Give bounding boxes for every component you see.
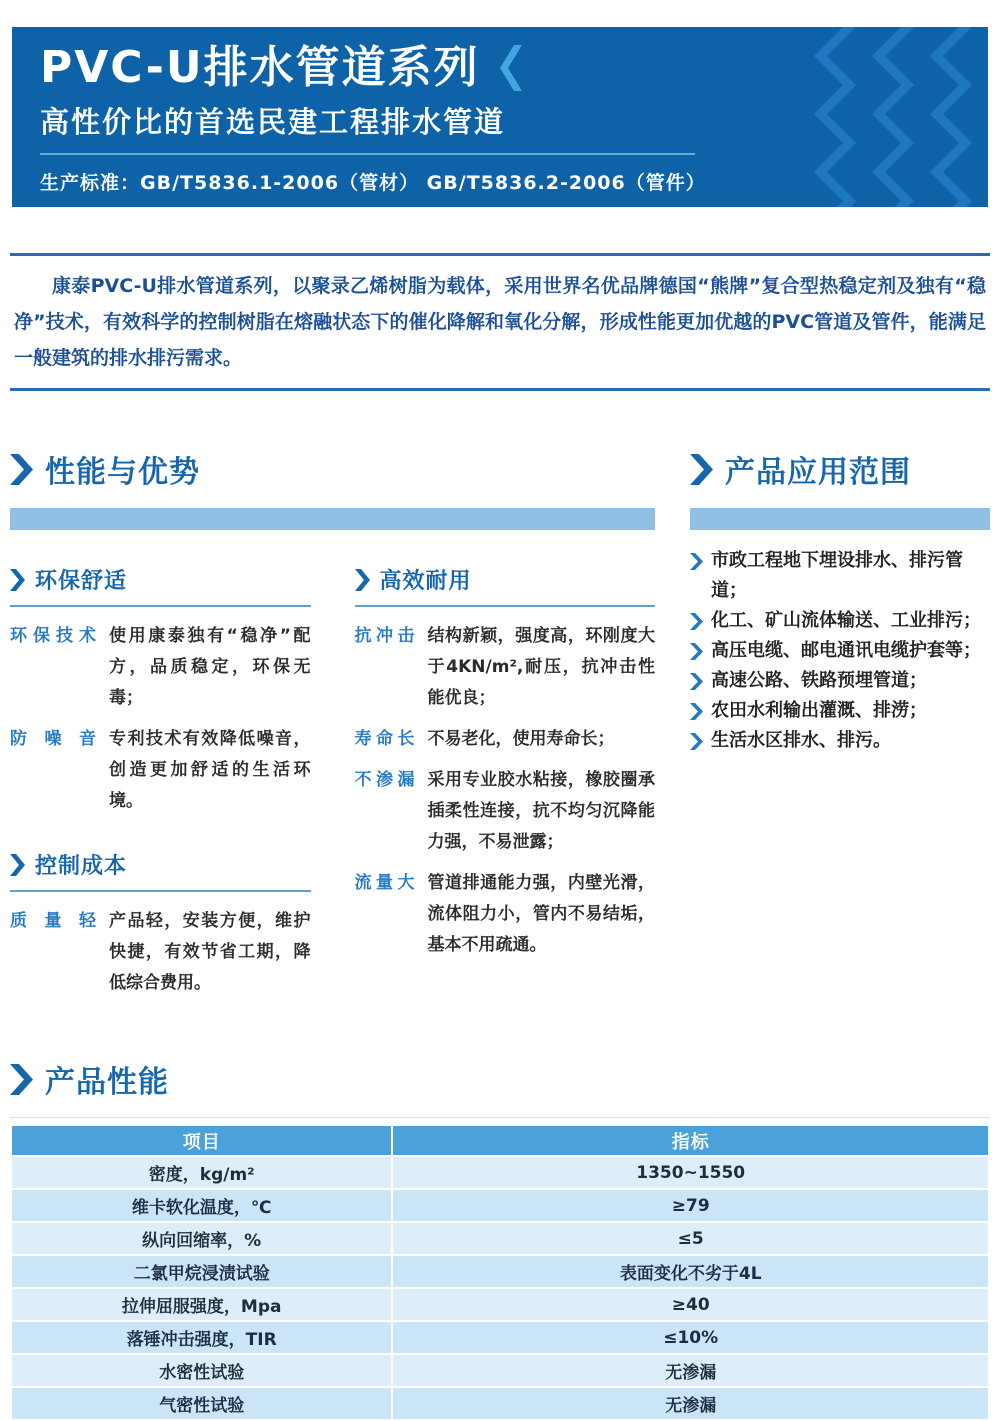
section-heading — [10, 447, 655, 491]
table-cell-value: ≤10% — [392, 1321, 989, 1354]
chevron-icon — [10, 1064, 33, 1095]
subsection-eco-comfort — [10, 558, 311, 817]
feature-item — [10, 621, 311, 714]
subsection-heading — [355, 558, 656, 607]
feature-item — [355, 724, 656, 755]
feature-label: 流量大 — [354, 873, 415, 893]
chevron-bullet-icon — [690, 553, 703, 570]
table-row — [11, 1189, 989, 1222]
list-item-text: 高速公路、铁路预埋管道； — [711, 670, 927, 691]
feature-label: 环保技术 — [10, 626, 96, 646]
banner-content — [12, 27, 988, 195]
table-row — [11, 1156, 989, 1189]
table-cell-item: 密度，kg/m² — [11, 1156, 392, 1189]
feature-text: 结构新颖，强度高，环刚度大于4KN/m²,耐压，抗冲击性能优良； — [427, 626, 655, 708]
table-cell-item: 二氯甲烷浸渍试验 — [11, 1255, 392, 1288]
banner-title-row — [40, 43, 960, 94]
intro-paragraph: 康泰PVC-U排水管道系列，以聚录乙烯树脂为载体，采用世界名优品牌德国“熊牌”复合型热稳定剂及独有“稳净”技术，有效科学的控制树脂在熔融状态下的催化降解和氧化分解，形成性能更加优越的PVC管道及管件，能满足一般建筑的排水排污需求。 — [14, 275, 986, 369]
chevron-bullet-icon — [690, 703, 703, 720]
chevron-icon — [10, 454, 33, 485]
feature-text: 使用康泰独有“稳净”配方，品质稳定，环保无毒； — [109, 626, 311, 708]
table-row — [11, 1255, 989, 1288]
feature-text: 管道排通能力强，内壁光滑，流体阻力小，管内不易结垢，基本不用疏通。 — [427, 873, 655, 955]
section-heading — [10, 1057, 990, 1101]
chevron-bullet-icon — [690, 613, 703, 630]
subsection-title: 高效耐用 — [379, 569, 472, 594]
list-item-text: 生活水区排水、排污。 — [711, 730, 891, 751]
list-item-text: 化工、矿山流体输送、工业排污； — [711, 610, 981, 631]
list-item-text: 高压电缆、邮电通讯电缆护套等； — [711, 640, 981, 661]
feature-item — [355, 765, 656, 858]
feature-label: 防噪音 — [10, 729, 96, 749]
feature-text: 不易老化，使用寿命长； — [427, 729, 615, 749]
table-cell-value: ≥79 — [392, 1189, 989, 1222]
table-cell-item: 气密性试验 — [11, 1387, 392, 1420]
subsection-heading — [10, 558, 311, 607]
chevron-bullet-icon — [690, 673, 703, 690]
table-row — [11, 1387, 989, 1420]
feature-label: 质量轻 — [10, 911, 96, 931]
table-row — [11, 1321, 989, 1354]
chevron-bullet-icon — [690, 643, 703, 660]
section-title: 产品性能 — [45, 1065, 169, 1100]
feature-text: 专利技术有效降低噪音，创造更加舒适的生活环境。 — [109, 729, 311, 811]
chevron-bullet-icon — [690, 733, 703, 750]
divider — [10, 1117, 990, 1118]
table-row — [11, 1354, 989, 1387]
table-cell-value: 无渗漏 — [392, 1354, 989, 1387]
list-item — [690, 546, 990, 606]
subsection-title: 控制成本 — [35, 854, 128, 879]
table-cell-item: 水密性试验 — [11, 1354, 392, 1387]
section-product-performance — [0, 1057, 1000, 1421]
page-subtitle: 高性价比的首选民建工程排水管道 — [40, 104, 506, 139]
subcolumn-right — [355, 544, 656, 1009]
feature-text: 产品轻，安装方便，维护快捷，有效节省工期，降低综合费用。 — [109, 911, 311, 993]
list-item — [690, 666, 990, 696]
subsection-title: 环保舒适 — [35, 569, 128, 594]
subsection-cost-control — [10, 843, 311, 999]
banner-divider — [40, 153, 695, 155]
feature-item — [355, 868, 656, 961]
feature-text: 采用专业胶水粘接，橡胶圈承插柔性连接，抗不均匀沉降能力强，不易泄露； — [427, 770, 655, 852]
subsection-durable — [355, 558, 656, 961]
feature-label: 寿命长 — [354, 729, 415, 749]
table-cell-value: 1350~1550 — [392, 1156, 989, 1189]
list-item — [690, 726, 990, 756]
section-heading — [690, 447, 990, 491]
subcolumn-left — [10, 544, 311, 1009]
table-header-value: 指标 — [392, 1125, 989, 1156]
main-columns — [0, 447, 1000, 1009]
feature-item — [10, 906, 311, 999]
table-cell-value: ≤5 — [392, 1222, 989, 1255]
page-title: PVC-U排水管道系列 — [40, 42, 480, 93]
advantage-subcolumns — [10, 544, 655, 1009]
table-cell-value: 无渗漏 — [392, 1387, 989, 1420]
table-header-row — [11, 1125, 989, 1156]
performance-table — [10, 1124, 990, 1421]
table-header-item: 项目 — [11, 1125, 392, 1156]
feature-label: 抗冲击 — [354, 626, 415, 646]
header-banner — [12, 27, 988, 207]
table-cell-item: 拉伸屈服强度，Mpa — [11, 1288, 392, 1321]
feature-item — [10, 724, 311, 817]
table-row — [11, 1222, 989, 1255]
chevron-icon — [355, 569, 370, 591]
table-row — [11, 1288, 989, 1321]
list-item — [690, 606, 990, 636]
production-standard: 生产标准：GB/T5836.1-2006（管材） GB/T5836.2-2006（管件） — [40, 171, 706, 194]
table-cell-value: ≥40 — [392, 1288, 989, 1321]
chevron-icon — [10, 569, 25, 591]
table-cell-value: 表面变化不劣于4L — [392, 1255, 989, 1288]
section-title: 性能与优势 — [45, 455, 200, 490]
table-cell-item: 纵向回缩率，% — [11, 1222, 392, 1255]
list-item — [690, 696, 990, 726]
highlight-bar — [690, 508, 990, 530]
application-list — [690, 546, 990, 756]
section-title: 产品应用范围 — [725, 455, 911, 490]
chevron-icon — [690, 454, 713, 485]
list-item — [690, 636, 990, 666]
section-applications — [690, 447, 990, 1009]
highlight-bar — [10, 508, 655, 530]
feature-label: 不渗漏 — [354, 770, 415, 790]
chevron-icon — [10, 854, 25, 876]
table-cell-item: 落锤冲击强度，TIR — [11, 1321, 392, 1354]
feature-item — [355, 621, 656, 714]
subsection-heading — [10, 843, 311, 892]
list-item-text: 农田水利输出灌溉、排涝； — [711, 700, 927, 721]
intro-block — [10, 253, 990, 391]
table-cell-item: 维卡软化温度，℃ — [11, 1189, 392, 1222]
section-performance-advantages — [10, 447, 655, 1009]
list-item-text: 市政工程地下埋设排水、排污管道； — [711, 550, 963, 601]
left-chevron-icon — [496, 45, 522, 91]
